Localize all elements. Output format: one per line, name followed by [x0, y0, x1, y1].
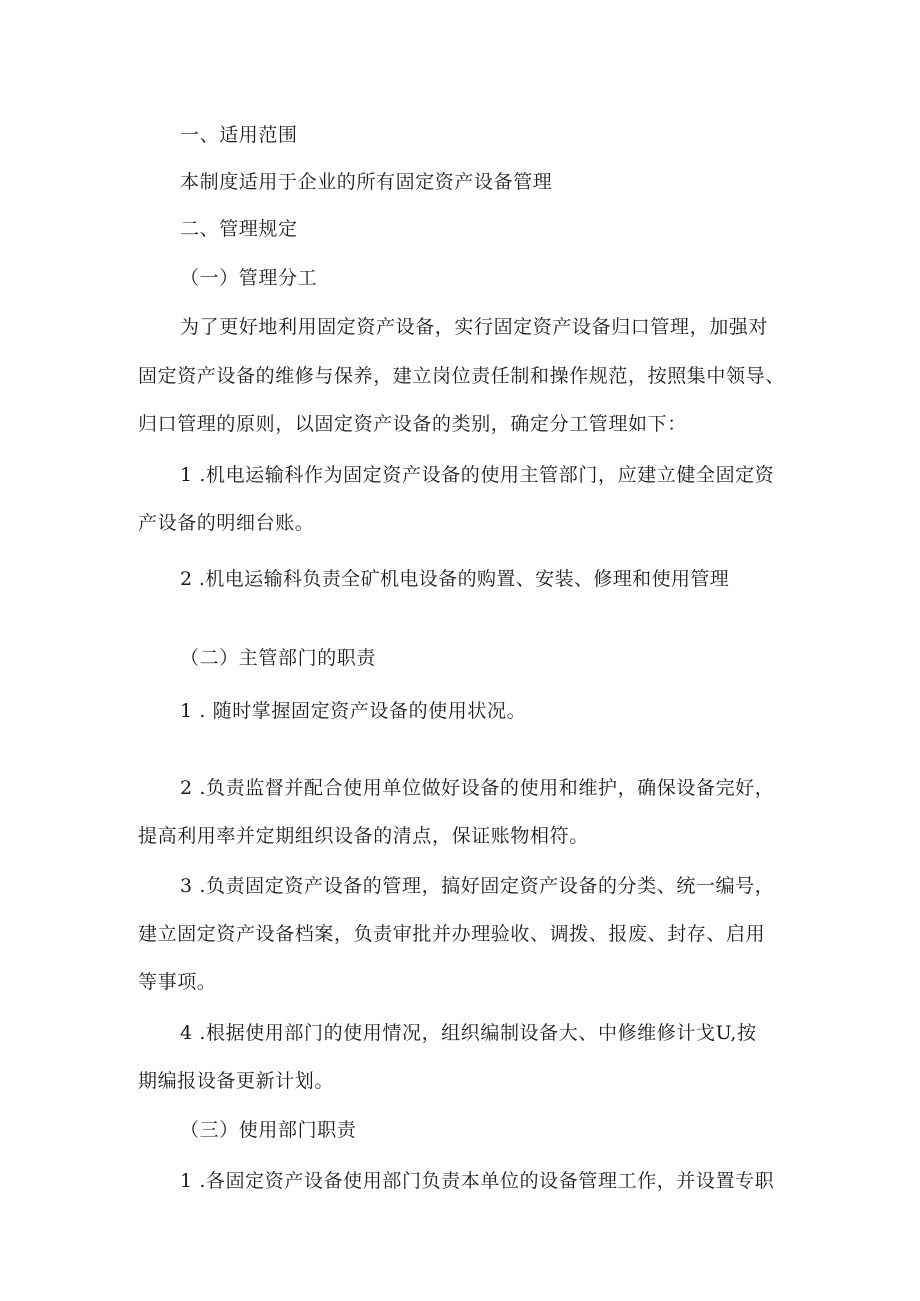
list-item-supervisor-2-line-2: 提高利用率并定期组织设备的清点，保证账物相符。	[138, 825, 589, 847]
list-item-supervisor-3-line-3: 等事项。	[138, 971, 217, 993]
paragraph-division-line-2: 固定资产设备的维修与保养，建立岗位责任制和操作规范，按照集中领导、	[138, 365, 785, 387]
subheading-division: （一）管理分工	[180, 267, 318, 289]
subheading-user-duties: （三）使用部门职责	[180, 1119, 357, 1141]
list-item-supervisor-2-line-1: 2 .负责监督并配合使用单位做好设备的使用和维护，确保设备完好，	[180, 777, 775, 799]
paragraph-division-line-1: 为了更好地利用固定资产设备，实行固定资产设备归口管理，加强对	[180, 316, 769, 338]
heading-scope: 一、适用范围	[180, 124, 298, 146]
list-item-supervisor-3-line-2: 建立固定资产设备档案，负责审批并办理验收、调拨、报废、封存、启用	[138, 923, 766, 945]
list-item-supervisor-3-line-1: 3 .负责固定资产设备的管理，搞好固定资产设备的分类、统一编号，	[180, 875, 775, 897]
list-item-supervisor-1: 1 . 随时掌握固定资产设备的使用状况。	[180, 700, 527, 722]
subheading-supervisor-duties: （二）主管部门的职责	[180, 647, 377, 669]
list-item-division-1-line-2: 产设备的明细台账。	[138, 512, 315, 534]
list-item-division-1-line-1: 1 .机电运输科作为固定资产设备的使用主管部门，应建立健全固定资	[180, 464, 775, 486]
list-item-division-2: 2 .机电运输科负责全矿机电设备的购置、安装、修理和使用管理	[180, 568, 730, 590]
paragraph-scope: 本制度适用于企业的所有固定资产设备管理	[180, 171, 553, 193]
list-item-user-1: 1 .各固定资产设备使用部门负责本单位的设备管理工作，并设置专职	[180, 1170, 775, 1192]
list-item-supervisor-4-line-2: 期编报设备更新计划。	[138, 1070, 335, 1092]
paragraph-division-line-3: 归口管理的原则，以固定资产设备的类别，确定分工管理如下：	[138, 413, 687, 435]
heading-rules: 二、管理规定	[180, 218, 298, 240]
list-item-supervisor-4-line-1: 4 .根据使用部门的使用情况，组织编制设备大、中修维修计戈U,按	[180, 1022, 757, 1044]
